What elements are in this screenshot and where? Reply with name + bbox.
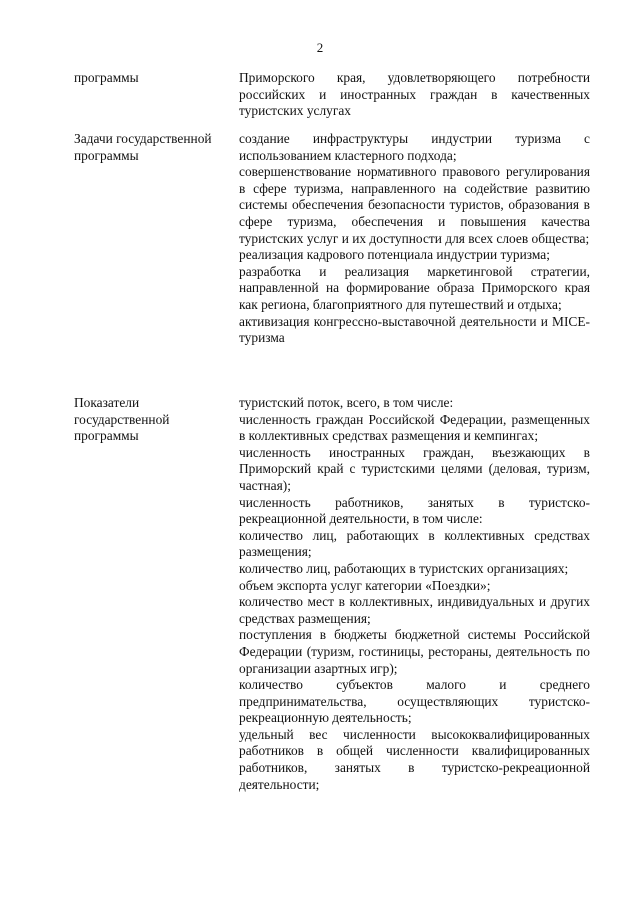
- content-paragraph: количество лиц, работающих в коллективных средствах размещения;: [239, 527, 590, 560]
- section-content: [239, 131, 590, 347]
- section-content: [239, 70, 590, 120]
- content-paragraph: количество мест в коллективных, индивидуальных и других средствах размещения;: [239, 594, 590, 626]
- content-paragraph: удельный вес численности высококвалифицированных работников в общей численности квалифицированных работников, занятых в туристско-рекреационной деятельности;: [239, 726, 590, 792]
- label-line: государственной: [74, 411, 170, 427]
- label-line: Задачи государственной: [74, 131, 212, 146]
- label-line: Показатели: [74, 395, 140, 410]
- content-paragraph: численность граждан Российской Федерации, размещенных в коллективных средствах размещения и кемпингах;: [239, 411, 590, 444]
- content-paragraph: количество субъектов малого и среднего предпринимательства, осуществляющих туристско-рекреационную деятельность;: [239, 677, 590, 726]
- label-line: программы: [74, 428, 139, 444]
- content-paragraph: Приморского края, удовлетворяющего потребности российских и иностранных граждан в качественных туристских услугах: [239, 70, 590, 119]
- content-paragraph: реализация кадрового потенциала индустрии туризма;: [239, 247, 550, 263]
- content-paragraph: совершенствование нормативного правового регулирования в сфере туризма, направленного на содействие развитию системы обеспечения безопасности туристов, образования в сфере туризма, обеспечения и повышения качества туристских услуг и их доступности для всех слоев общества;: [239, 164, 590, 246]
- content-paragraph: численность работников, занятых в туристско-рекреационной деятельности, в том числе:: [239, 494, 590, 527]
- content-paragraph: туристский поток, всего, в том числе:: [239, 395, 454, 410]
- page-number: 2: [316, 40, 324, 55]
- label-line: программы: [74, 147, 139, 163]
- content-paragraph: поступления в бюджеты бюджетной системы Российской Федерации (туризм, гостиницы, рестораны, деятельность по организации азартных игр);: [239, 627, 590, 676]
- content-paragraph: объем экспорта услуг категории «Поездки»;: [239, 577, 491, 593]
- content-paragraph: количество лиц, работающих в туристских организациях;: [239, 560, 569, 576]
- label-line: программы: [74, 70, 139, 85]
- section-label: [74, 70, 234, 87]
- content-paragraph: создание инфраструктуры индустрии туризма с использованием кластерного подхода;: [239, 131, 590, 163]
- section-label: [74, 395, 234, 445]
- section-content: [239, 395, 590, 793]
- content-paragraph: активизация конгрессно-выставочной деятельности и MICE-туризма: [239, 313, 590, 346]
- content-paragraph: разработка и реализация маркетинговой стратегии, направленной на формирование образа Приморского края как региона, благоприятного для путешествий и отдыха;: [239, 263, 590, 312]
- section-label: [74, 131, 234, 164]
- content-paragraph: численность иностранных граждан, въезжающих в Приморский край с туристскими целями (деловая, туризм, частная);: [239, 444, 590, 493]
